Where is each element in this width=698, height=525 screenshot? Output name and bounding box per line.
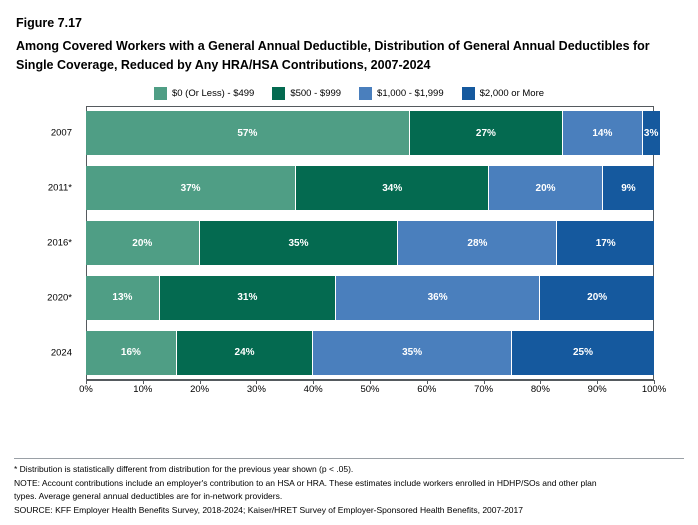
y-axis-labels — [16, 106, 80, 380]
bar-segment-label: 25% — [572, 347, 593, 359]
bar-segment — [557, 221, 654, 265]
bar-row — [86, 221, 654, 265]
bar-segment-label: 31% — [237, 292, 258, 304]
y-axis-tick-label: 2011* — [47, 182, 72, 194]
x-axis-tick-label: 40% — [303, 384, 323, 395]
legend-swatch-icon — [462, 87, 475, 100]
bar-segment — [296, 166, 489, 210]
bar-segment-label: 24% — [234, 347, 255, 359]
bar-segment-label: 27% — [475, 127, 496, 139]
bar-segment-label: 16% — [120, 347, 141, 359]
bar-segment-label: 13% — [112, 292, 133, 304]
bar-segment-label: 57% — [237, 127, 258, 139]
legend-label: $0 (Or Less) - $499 — [171, 88, 255, 99]
legend-label: $2,000 or More — [479, 88, 545, 99]
x-axis-tick-label: 90% — [587, 384, 607, 395]
bar-segment — [398, 221, 557, 265]
bar-segment — [603, 166, 654, 210]
x-axis-tick-label: 80% — [530, 384, 550, 395]
bar-segment — [643, 111, 660, 155]
figure-title: Among Covered Workers with a General Annual Deductible, Distribution of General Annual Deductibles for Single Coverage, Reduced by Any HRA/HSA Contributions, 2007-2024 — [16, 39, 650, 72]
bar-segment — [177, 331, 313, 375]
legend-label: $500 - $999 — [290, 88, 342, 99]
legend-swatch-icon — [154, 87, 167, 100]
bar-segment-label: 9% — [621, 182, 636, 194]
bar-segment — [86, 331, 177, 375]
x-axis-tick-label: 100% — [641, 384, 667, 395]
legend-swatch-icon — [272, 87, 285, 100]
bar-segment — [313, 331, 512, 375]
footnote-source: SOURCE: KFF Employer Health Benefits Survey, 2018-2024; Kaiser/HRET Survey of Employer-Sponsored Health Benefits, 2007-2017 — [14, 504, 523, 515]
figure-number: Figure 7.17 — [16, 16, 82, 30]
legend-item — [154, 87, 254, 100]
y-axis-tick-label: 2016* — [47, 237, 72, 249]
bar-row — [86, 166, 654, 210]
y-axis-tick-label: 2020* — [47, 292, 72, 304]
legend-swatch-icon — [359, 87, 372, 100]
bar-segment — [86, 111, 410, 155]
bar-row — [86, 276, 654, 320]
x-axis-tick-label: 0% — [79, 384, 93, 395]
bar-row — [86, 331, 654, 375]
y-axis-tick-label: 2024 — [50, 347, 72, 359]
footnote-significance: * Distribution is statistically different from distribution for the previous year shown (p < .05). — [14, 464, 354, 474]
bar-segment — [86, 221, 200, 265]
legend-item — [359, 87, 444, 100]
legend-label: $1,000 - $1,999 — [377, 88, 444, 99]
x-axis-tick-label: 10% — [133, 384, 153, 395]
footnote-note-1: NOTE: Account contributions include an employer's contribution to an HSA or HRA. These estimates include workers enrolled in HDHP/SOs and other plan — [14, 477, 597, 488]
bar-segment-label: 28% — [467, 237, 488, 249]
x-axis-tick-label: 50% — [360, 384, 380, 395]
bar-segment-label: 3% — [643, 127, 659, 139]
bar-segment — [160, 276, 336, 320]
legend-item — [272, 87, 341, 100]
bar-segment — [86, 276, 160, 320]
bar-segment-label: 20% — [132, 237, 153, 249]
bar-row — [86, 111, 659, 155]
x-axis-tick-label: 60% — [417, 384, 437, 395]
bar-segment — [86, 166, 296, 210]
x-axis-tick-label: 20% — [190, 384, 210, 395]
chart-legend — [16, 87, 682, 100]
chart-area — [16, 106, 682, 418]
bar-segment-label: 20% — [535, 182, 556, 194]
footnotes — [14, 463, 684, 517]
bar-segment-label: 20% — [587, 292, 608, 304]
bar-segment-label: 34% — [382, 182, 403, 194]
footnote-divider — [14, 458, 684, 459]
bar-segment — [489, 166, 603, 210]
bar-segment — [563, 111, 643, 155]
stacked-bars — [86, 106, 659, 380]
bar-segment-label: 37% — [180, 182, 201, 194]
bar-segment — [540, 276, 654, 320]
bar-segment — [410, 111, 563, 155]
bar-segment-label: 35% — [402, 347, 423, 359]
bar-segment-label: 36% — [427, 292, 448, 304]
bar-segment — [336, 276, 540, 320]
footnote-note-2: types. Average general annual deductibles are for in-network providers. — [14, 491, 283, 501]
y-axis-tick-label: 2007 — [50, 127, 72, 139]
bar-segment-label: 17% — [595, 237, 616, 249]
x-axis-tick-label: 70% — [474, 384, 494, 395]
bar-segment-label: 35% — [288, 237, 309, 249]
bar-segment — [512, 331, 654, 375]
x-axis-tick-label: 30% — [246, 384, 266, 395]
legend-item — [462, 87, 544, 100]
bar-segment — [200, 221, 399, 265]
bar-segment-label: 14% — [592, 127, 613, 139]
